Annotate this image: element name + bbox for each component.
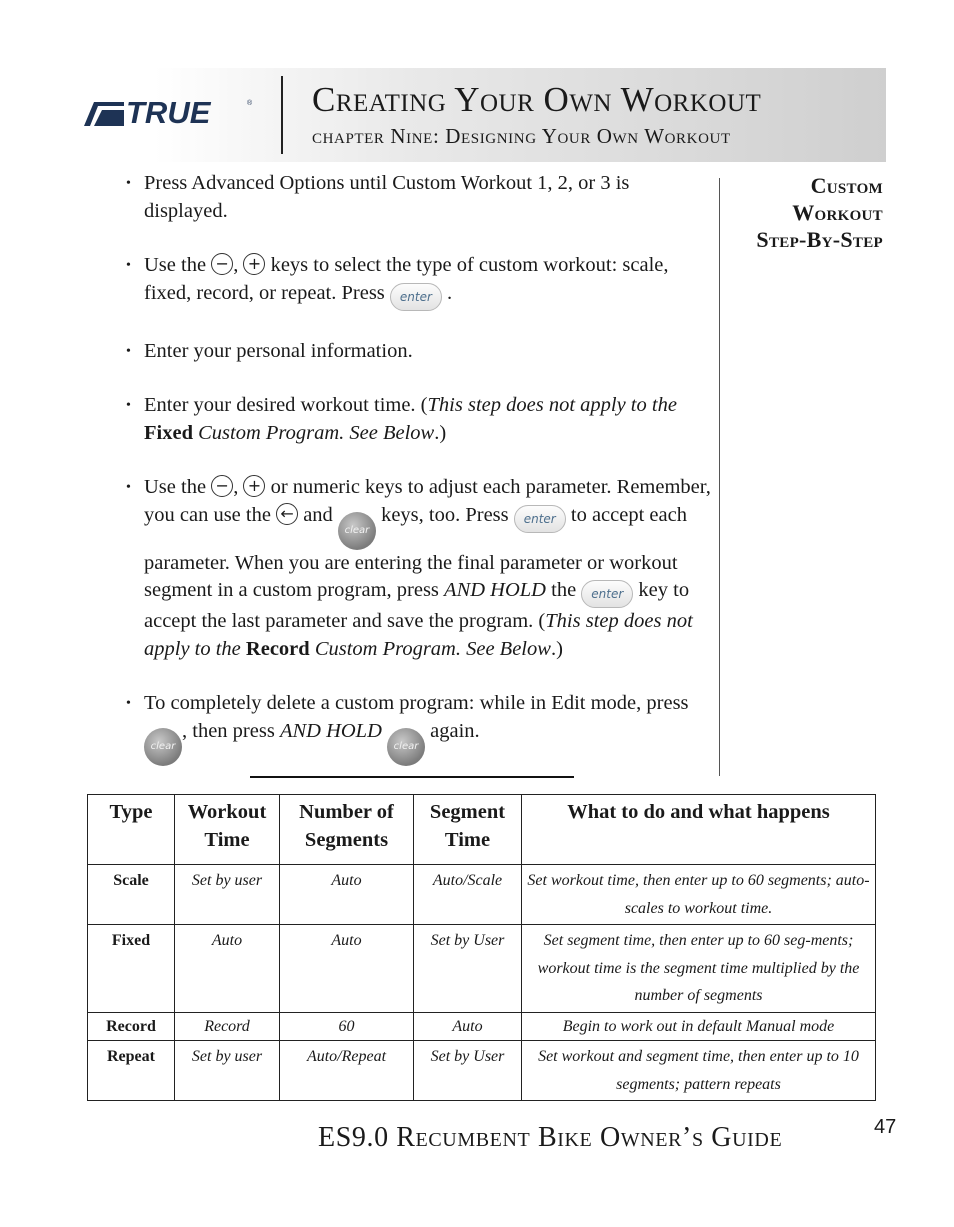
sidebar-divider (719, 178, 720, 776)
page-number: 47 (874, 1116, 897, 1138)
instruction-text: , (233, 254, 239, 276)
table-cell: Set segment time, then enter up to 60 seg-ments; workout time is the segment time multiplied by the number of segments (522, 925, 876, 1013)
instruction-text: to accept each parameter. When you are entering the final parameter or workout segment in a custom program, press (144, 503, 687, 601)
instruction-text: key to accept the last parameter and save the program. ( (144, 579, 690, 632)
true-logo (84, 95, 254, 130)
table-cell: Auto (280, 865, 414, 925)
chapter-subtitle: chapter Nine: Designing Your Own Workout (312, 124, 731, 148)
program-name-fixed: Fixed (144, 421, 193, 444)
workout-types-table (87, 794, 876, 1101)
instruction-text: To completely delete a custom program: while in Edit mode, press (144, 692, 689, 714)
table-cell: Begin to work out in default Manual mode (522, 1012, 876, 1041)
instruction-emphasis: AND HOLD (444, 579, 546, 601)
instruction-emphasis: AND HOLD (279, 719, 382, 742)
table-cell: Auto/Scale (414, 865, 522, 925)
instruction-text: Enter your personal information. (144, 339, 413, 362)
instruction-text: Press Advanced Options until Custom Workout 1, 2, or 3 is displayed. (144, 172, 630, 222)
table-row (88, 925, 876, 1013)
row-type: Record (88, 1012, 175, 1041)
table-cell: 60 (280, 1012, 414, 1041)
plus-key-icon: + (243, 475, 265, 497)
table-cell: Set workout and segment time, then enter up to 10 segments; pattern repeats (522, 1041, 876, 1101)
page-title: Creating Your Own Workout (312, 80, 762, 119)
table-cell: Set by user (175, 865, 280, 925)
minus-key-icon: − (211, 475, 233, 497)
table-header-row (88, 795, 876, 865)
instruction-note: Custom Program. See Below (198, 421, 435, 444)
instruction-text: .) (434, 421, 447, 444)
instruction-text: keys, too. Press (381, 503, 509, 526)
row-type: Repeat (88, 1041, 175, 1101)
sidebar-heading-line: Custom (810, 173, 883, 198)
table-cell: Auto/Repeat (280, 1041, 414, 1101)
instruction-text: the (551, 579, 577, 601)
logo-trademark: ® (247, 100, 253, 107)
instruction-text: .) (550, 637, 563, 660)
header-divider (281, 76, 283, 154)
instruction-text: . (447, 281, 453, 304)
program-name-record: Record (245, 637, 310, 660)
instruction-text: keys to select the type of custom workout: scale, fixed, record, or repeat. Press (144, 254, 669, 304)
row-type: Scale (88, 865, 175, 925)
instruction-list (124, 170, 714, 793)
column-header: Number of Segments (280, 795, 414, 865)
table-cell: Auto (280, 925, 414, 1013)
back-arrow-key-icon: ← (276, 503, 298, 525)
instruction-item (124, 690, 714, 766)
enter-key-icon: enter (581, 580, 633, 608)
column-header: Workout Time (175, 795, 280, 865)
table-row (88, 865, 876, 925)
instruction-text: Use the (144, 254, 207, 276)
instruction-note: Custom Program. See Below (314, 637, 551, 660)
section-rule (250, 776, 574, 778)
column-header: Segment Time (414, 795, 522, 865)
instruction-text: or numeric keys to adjust each parameter. Remember, you can use the (144, 476, 711, 526)
table-cell: Record (175, 1012, 280, 1041)
instruction-item (124, 252, 714, 311)
sidebar-heading-line: Workout (792, 200, 883, 225)
enter-key-icon: enter (514, 505, 566, 533)
sidebar-heading (703, 172, 883, 253)
instruction-note: This step does not apply to the (427, 394, 677, 416)
sidebar-heading-line: Step-By-Step (756, 227, 883, 252)
instruction-note: This step does not apply to the (144, 610, 693, 660)
table-row (88, 1041, 876, 1101)
table-cell: Auto (414, 1012, 522, 1041)
column-header: What to do and what happens (522, 795, 876, 865)
instruction-item (124, 392, 714, 447)
instruction-text: Enter your desired workout time. ( (144, 394, 428, 416)
instruction-text: , (233, 476, 239, 498)
instruction-text: Use the (144, 476, 207, 498)
minus-key-icon: − (211, 253, 233, 275)
clear-key-icon: clear (144, 728, 182, 766)
instruction-item (124, 338, 714, 366)
row-type: Fixed (88, 925, 175, 1013)
clear-key-icon: clear (387, 728, 425, 766)
column-header: Type (88, 795, 175, 865)
instruction-item (124, 170, 714, 225)
instruction-text: again. (430, 719, 480, 742)
table-cell: Set workout time, then enter up to 60 segments; auto-scales to workout time. (522, 865, 876, 925)
table-cell: Set by user (175, 1041, 280, 1101)
enter-key-icon: enter (390, 283, 442, 311)
instruction-text: and (303, 503, 333, 526)
table-cell: Set by User (414, 1041, 522, 1101)
plus-key-icon: + (243, 253, 265, 275)
guide-title: ES9.0 Recumbent Bike Owner’s Guide (318, 1122, 783, 1153)
clear-key-icon: clear (338, 512, 376, 550)
logo-mark-icon (84, 102, 124, 126)
table-cell: Auto (175, 925, 280, 1013)
instruction-text: , then press (182, 719, 275, 742)
table-cell: Set by User (414, 925, 522, 1013)
table-row (88, 1012, 876, 1041)
instruction-item (124, 474, 714, 663)
logo-text: TRUE (126, 95, 211, 130)
